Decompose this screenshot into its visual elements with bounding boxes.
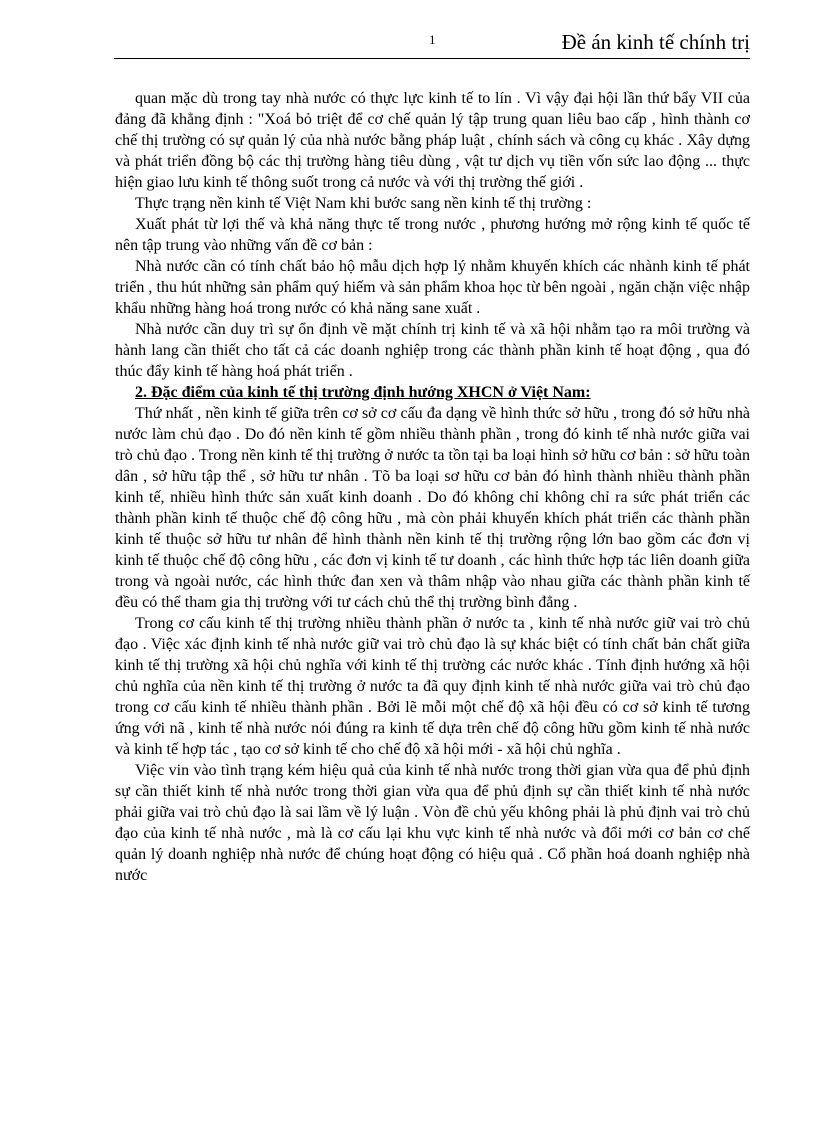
paragraph: Nhà nước cần duy trì sự ổn định về mặt chính trị kinh tế và xã hội nhằm tạo ra môi trường và hành lang cần thiết cho tất cả các doanh nghiệp trong các thành phần kinh tế hoạt động , qua đó thúc đẩy kinh tế hàng hoá phát triển . — [115, 321, 750, 380]
document-title: Đề án kinh tế chính trị — [561, 30, 750, 54]
document-body — [115, 88, 750, 886]
paragraph: Việc vin vào tình trạng kém hiệu quả của kinh tế nhà nước trong thời gian vừa qua để phủ định sự cần thiết kinh tế nhà nước trong thời gian vừa qua để phủ định sự cần thiết kinh tế nhà nước phải giữa vai trò chủ đạo là sai lầm về lý luận . Vòn đề chủ yếu không phải là phủ định vai trò chủ đạo của kinh tế nhà nước , mà là cơ cấu lại khu vực kinh tế nhà nước và đổi mới cơ bản cơ chế quản lý doanh nghiệp nhà nước để chúng hoạt động có hiệu quả . Cổ phần hoá doanh nghiệp nhà nước — [115, 762, 750, 884]
paragraph: Trong cơ cấu kinh tế thị trường nhiều thành phần ở nước ta , kinh tế nhà nước giữ vai trò chủ đạo . Việc xác định kinh tế nhà nước giữ vai trò chủ đạo là sự khác biệt có tính chất bản chất giữa kinh tế thị trường xã hội chủ nghĩa với kinh tế thị trường các nước khác . Tính định hướng xã hội chủ nghĩa của nền kinh tế thị trường ở nước ta đã quy định kinh tế nhà nước giữa vai trò chủ đạo trong cơ cấu kinh tế nhiều thành phần . Bởi lẽ mỗi một chế độ xã hội đều có cơ sở kinh tế tương ứng với nã , kinh tế nhà nước nói đúng ra kinh tế dựa trên chế độ công hữu gồm kinh tế nhà nước và kinh tế hợp tác , tạo cơ sở kinh tế cho chế độ xã hội mới - xã hội chủ nghĩa . — [115, 615, 750, 758]
page-number: 1 — [429, 32, 436, 47]
paragraph: Xuất phát từ lợi thế và khả năng thực tế trong nước , phương hướng mở rộng kinh tế quốc tế nên tập trung vào những vấn đề cơ bản : — [115, 216, 750, 254]
paragraph: Nhà nước cần có tính chất bảo hộ mẫu dịch hợp lý nhằm khuyến khích các nhành kinh tế phát triển , thu hút những sản phẩm quý hiếm và sản phẩm khoa học từ bên ngoài , ngăn chặn việc nhập khẩu những hàng hoá trong nước có khả năng sane xuất . — [115, 258, 750, 317]
paragraph: Thứ nhất , nền kinh tế giữa trên cơ sở cơ cấu đa dạng về hình thức sở hữu , trong đó sở hữu nhà nước làm chủ đạo . Do đó nền kinh tế gồm nhiều thành phần , trong đó kinh tế nhà nước giữa vai trò chủ đạo . Trong nền kinh tế thị trường ở nước ta tồn tại ba loại hình sở hữu cơ bản : sở hữu toàn dân , sở hữu tập thể , sở hữu tư nhân . Tõ ba loại sơ hữu cơ bản đó hình thành nhiều thành phần kinh tế, nhiều hình thức sản xuất kinh doanh . Do đó không chỉ không chỉ ra sức phát triển các thành phần kinh tế thuộc chế độ công hữu , mà còn phải khuyến khích phát triển các thành phần kinh tế thuộc sở hữu tư nhân để hình thành nền kinh tế thị trường rộng lớn bao gồm các đơn vị kinh tế thuộc chế độ công hữu , các đơn vị kinh tế tư doanh , các hình thức hợp tác liên doanh giữa trong và ngoài nước, các hình thức đan xen và thâm nhập vào nhau giữa các thành phần kinh tế đều có thể tham gia thị trường với tư cách chủ thể thị trường bình đẳng . — [115, 405, 750, 611]
paragraph: quan mặc dù trong tay nhà nước có thực lực kinh tế to lín . Vì vậy đại hội lần thứ bẩy VII của đảng đã khẳng định : "Xoá bỏ triệt để cơ chế quản lý tập trung quan liêu bao cấp , hình thành cơ chế thị trường có sự quản lý của nhà nước bằng pháp luật , chính sách và công cụ khác . Xây dựng và phát triển đồng bộ các thị trường hàng tiêu dùng , vật tư dịch vụ tiền vốn sức lao động ... thực hiện giao lưu kinh tế thông suốt trong cả nước và với thị trường thế giới . — [115, 90, 750, 191]
section-heading: 2. Đặc điểm của kinh tế thị trường định hướng XHCN ở Việt Nam: — [135, 384, 591, 401]
paragraph: Thực trạng nền kinh tế Việt Nam khi bước sang nền kinh tế thị trường : — [135, 195, 592, 212]
page-header — [114, 28, 750, 59]
